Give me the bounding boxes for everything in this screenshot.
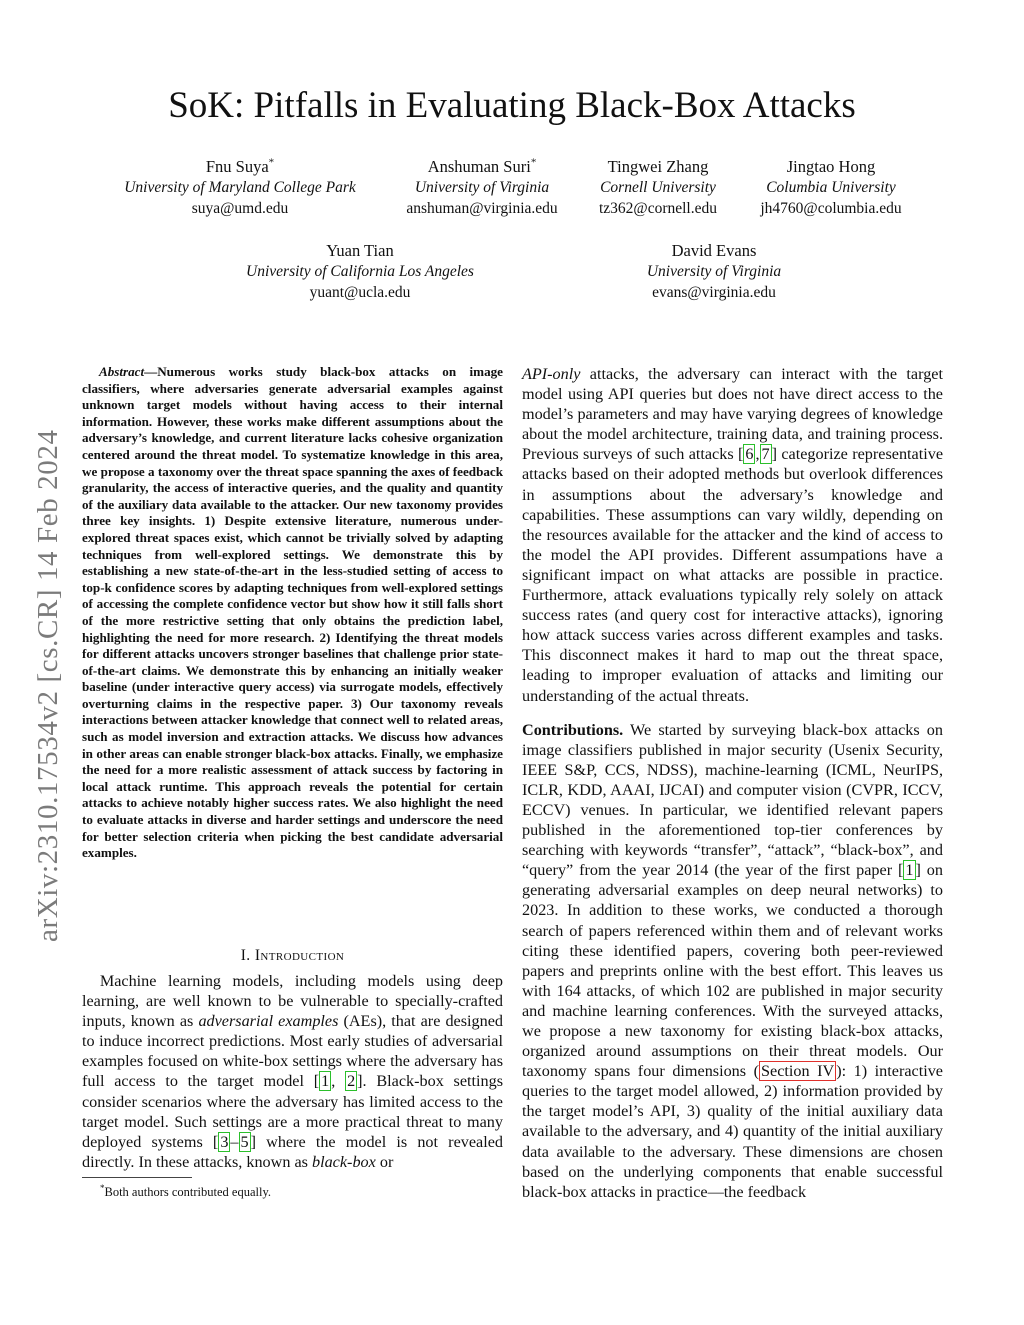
abstract (82, 364, 503, 862)
citation-link[interactable]: 2 (347, 1072, 356, 1091)
contributions-paragraph: Contributions. We started by surveying black-box attacks on image classifiers published in major security (Usenix Security, IEEE S&P, CCS, NDSS), machine-learning (ICML, NeurIPS, ICLR, KDD, AAAI, IJCAI) and computer vision (CVPR, ICCV, ECCV) venues. In particular, we identified relevant papers published in the aforementioned top-tier conferences by searching with keywords “transfer”, “attack”, “black-box”, and “query” from the year 2014 (the year of the first paper [ 1 ] on generating adversarial examples on deep neural networks) to 2023. In addition to these works, we conducted a thorough search of papers referenced within them and of relevant works citing these identified papers, covering both peer-reviewed papers and preprints online with the best effort. This leaves us with 164 attacks, of which 102 are published in major security and machine learning conferences. With the surveyed attacks, we propose a new taxonomy for existing black-box attacks, organized around assumptions on their threat models. Our taxonomy spans four dimensions ( Section IV ): 1) interactive queries to the target model allowed, 2) information provided by the target model’s API, 3) quality of the initial auxiliary data available to the adversary, and 4) quantity of the initial auxiliary data available to the adversary. These dimensions are chosen based on the underlying components that enable successful black-box attacks in practice—the feedback (522, 720, 943, 1201)
body-paragraph: API-only attacks, the adversary can interact with the target model using API queries but does not have direct access to the model’s parameters and may have varying degrees of knowledge about the model architecture, training data, and training process. Previous surveys of such attacks [ 6 , 7 ] categorize representative attacks based on their adopted methods but overlook differences in assumptions about the adversary’s knowledge and capabilities. These assumptions can vary wildly, depending on the resources available for the attacker and the kind of access to the model the API provides. Different assumpations have a significant impact on what attacks are possible in practice. Furthermore, attack evaluations typically rely solely on attack success rates (and query cost for interactive attacks), ignoring how attack success varies across different examples and tasks. This disconnect makes it hard to map out the threat space, leading to improper evaluation of attacks and limiting our understanding of the actual threats. (522, 365, 944, 705)
section-reference-link[interactable]: Section IV (761, 1062, 835, 1081)
author-name: Fnu Suya* (205, 156, 275, 176)
author-name: Anshuman Suri* (427, 156, 537, 176)
author-affiliation: University of Virginia (646, 263, 782, 280)
citation-link[interactable]: 1 (321, 1072, 330, 1091)
citation-link[interactable]: 1 (905, 861, 914, 880)
author-affiliation: University of Maryland College Park (124, 179, 356, 196)
author-block (200, 240, 520, 303)
author-email[interactable]: anshuman@virginia.edu (406, 200, 558, 217)
abstract-label: Abstract (99, 364, 145, 379)
citation-link[interactable]: 5 (240, 1132, 249, 1151)
author-name: Tingwei Zhang (607, 157, 709, 176)
footnote: *Both authors contributed equally. (100, 1182, 272, 1199)
footnote-rule (82, 1177, 192, 1178)
author-block (80, 156, 400, 219)
author-email[interactable]: suya@umd.edu (191, 200, 289, 217)
section-heading: I. Introduction (240, 947, 345, 964)
citation-link[interactable]: 6 (745, 445, 754, 464)
citation-link[interactable]: 7 (761, 445, 770, 464)
author-affiliation: Cornell University (600, 179, 716, 196)
author-affiliation: University of Virginia (414, 179, 550, 196)
abstract-text: —Numerous works study black-box attacks on image classifiers, where adversaries generate adversarial examples against unknown target models without having access to their internal information. However, these works make different assumptions about the adversary’s knowledge, and current literature lacks cohesive organization centered around the threat model. To systematize knowledge in this area, we propose a taxonomy over the threat space spanning the axes of feedback granularity, the access of interactive queries, and the quality and quantity of the auxiliary data available to the attacker. Our new taxonomy provides three key insights. 1) Despite extensive literature, numerous under-explored threat spaces exist, which cannot be trivially solved by adapting techniques from well-explored settings. We demonstrate this by establishing a new state-of-the-art in the less-studied setting of access to top-k confidence scores by adapting techniques from well-explored settings of accessing the complete confidence vector but show how it still falls short of the more restrictive setting that only obtains the prediction label, highlighting the need for more research. 2) Identifying the threat models for different attacks uncovers stronger baselines that challenge prior state-of-the-art claims. We demonstrate this by enhancing an initially weaker baseline (under interactive query access) via surrogate models, effectively overturning claims in the respective paper. 3) Our taxonomy reveals interactions between attacker knowledge that connect well to related areas, such as model inversion and extraction attacks. We discuss how advances in other areas can enable stronger black-box attacks. Finally, we emphasize the need for a more realistic assessment of attack success by factoring in local attack runtime. This approach reveals the potential for certain attacks to achieve notably higher success rates. We also highlight the need to evaluate attacks in diverse and harder settings and underscore the need for better selection criteria when picking the best candidate adversarial examples. (82, 364, 503, 861)
right-column (522, 364, 943, 1202)
intro-paragraph: Machine learning models, including models using deep learning, are well known to be vulnerable to specially-crafted inputs, known as adversarial examples (AEs), that are designed to induce incorrect predictions. Most early studies of adversarial examples focused on white-box settings where the adversary has full access to the target model [ 1 , 2 ]. Black-box settings consider scenarios where the adversary has limited access to the target model. Such settings are a more practical threat to many deployed systems [ 3 – 5 ] where the model is not revealed directly. In these attacks, known as black-box or (82, 972, 504, 1171)
author-block (612, 240, 816, 303)
contributions-label: Contributions. (522, 720, 624, 739)
citation-link[interactable]: 3 (220, 1132, 229, 1151)
author-email[interactable]: jh4760@columbia.edu (760, 200, 902, 217)
author-block (744, 156, 918, 219)
author-email[interactable]: tz362@cornell.edu (599, 200, 717, 217)
author-email[interactable]: evans@virginia.edu (652, 284, 776, 301)
author-block (578, 156, 738, 219)
arxiv-identifier: arXiv:2310.17534v2 [cs.CR] 14 Feb 2024 (32, 429, 64, 942)
author-affiliation: Columbia University (766, 179, 896, 196)
author-email[interactable]: yuant@ucla.edu (309, 284, 411, 301)
paper-title: SoK: Pitfalls in Evaluating Black-Box Attacks (168, 85, 856, 126)
author-affiliation: University of California Los Angeles (246, 263, 474, 280)
author-name: David Evans (671, 241, 757, 260)
author-name: Yuan Tian (326, 241, 394, 260)
author-name: Jingtao Hong (786, 157, 876, 176)
author-block (392, 156, 572, 219)
